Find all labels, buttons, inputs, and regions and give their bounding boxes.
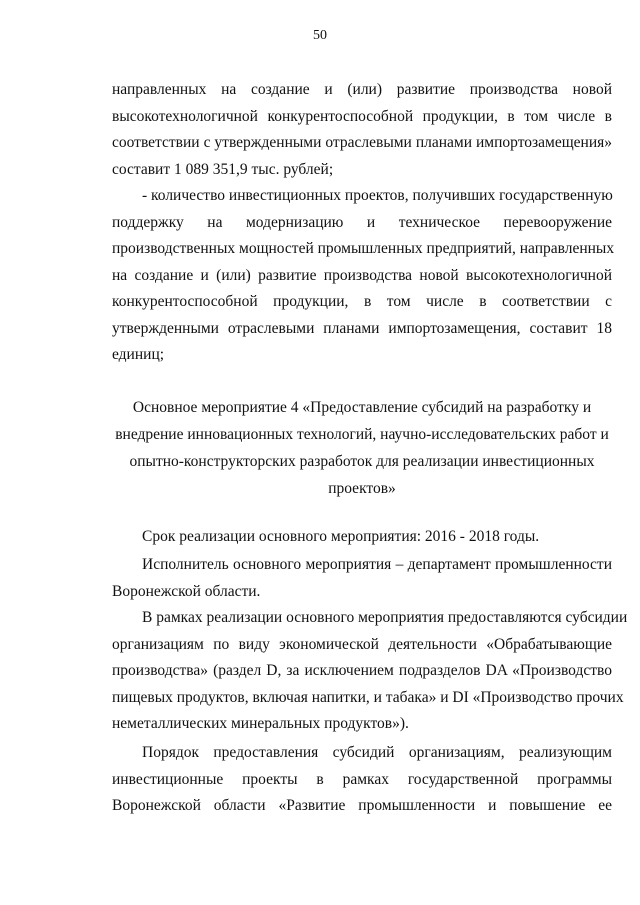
- paragraph-subsidies: [112, 605, 628, 738]
- text-line: Порядок предоставления субсидий организациям, реализующим: [142, 744, 612, 761]
- paragraph-executor: [112, 552, 612, 605]
- paragraph-target-investment: [112, 77, 612, 183]
- text-line: производства» (раздел D, за исключением подразделов DA «Производство: [112, 662, 612, 679]
- text-line: пищевых продуктов, включая напитки, и табака» и DI «Производство прочих: [112, 688, 624, 706]
- text-line: утвержденными отраслевыми планами импортозамещения, составит 18: [112, 319, 612, 337]
- text-line: - количество инвестиционных проектов, получивших государственную: [142, 187, 613, 204]
- paragraph-projects-count: [112, 183, 615, 369]
- text-line: высокотехнологичной конкурентоспособной продукции, в том числе в: [112, 107, 612, 125]
- text-line: Срок реализации основного мероприятия: 2016 - 2018 годы.: [142, 528, 540, 545]
- paragraph-procedure: [112, 740, 612, 820]
- heading-line: проектов»: [328, 480, 396, 497]
- heading-line: внедрение инновационных технологий, научно-исследовательских работ и: [115, 426, 609, 443]
- text-line: единиц;: [112, 346, 165, 363]
- page-number: 50: [313, 28, 327, 43]
- text-line: Воронежской области.: [112, 582, 261, 600]
- heading-line: Основное мероприятие 4 «Предоставление субсидий на разработку и: [132, 399, 592, 416]
- text-line: Воронежской области «Развитие промышленности и повышение ее: [112, 797, 612, 814]
- heading-line: опытно-конструкторских разработок для реализации инвестиционных: [129, 453, 595, 470]
- text-line: инвестиционные проекты в рамках государственной программы: [112, 770, 612, 788]
- text-line: конкурентоспособной продукции, в том числе в соответствии с: [112, 293, 612, 310]
- text-line: неметаллических минеральных продуктов»).: [112, 715, 409, 732]
- paragraph-term: [112, 524, 612, 551]
- text-line: соответствии с утвержденными отраслевыми планами импортозамещения»: [112, 134, 612, 151]
- text-line: производственных мощностей промышленных предприятий, направленных: [112, 240, 615, 257]
- text-line: Исполнитель основного мероприятия – департамент промышленности: [142, 556, 612, 573]
- text-line: на создание и (или) развитие производства новой высокотехнологичной: [112, 266, 612, 284]
- text-line: направленных на создание и (или) развитие производства новой: [112, 81, 612, 98]
- text-line: организациям по виду экономической деятельности «Обрабатывающие: [112, 635, 612, 653]
- section-heading: [112, 394, 612, 502]
- text-line: составит 1 089 351,9 тыс. рублей;: [112, 160, 334, 178]
- text-line: поддержку на модернизацию и техническое перевооружение: [112, 213, 612, 231]
- text-line: В рамках реализации основного мероприятия предоставляются субсидии: [142, 609, 628, 626]
